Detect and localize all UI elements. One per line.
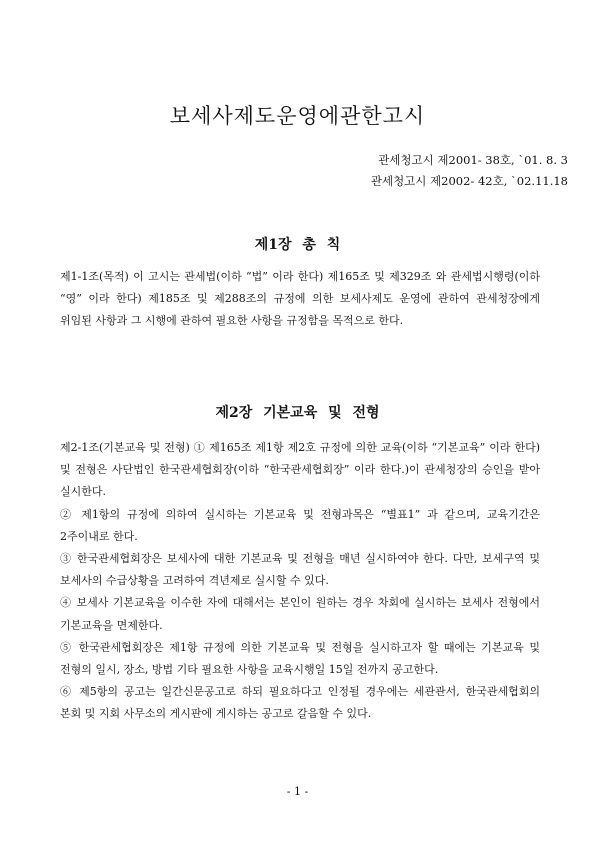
page-number: - 1 - (286, 785, 309, 798)
article-item: ④ 보세사 기본교육을 이수한 자에 대해서는 본인이 원하는 경우 차회에 실시하는 보세사 전형에서 기본교육을 면제한다. (60, 596, 540, 632)
reference-list (371, 150, 568, 192)
reference-line: 관세청고시 제2002- 42호, `02.11.18 (370, 174, 568, 188)
chapter1-paragraph (60, 266, 540, 333)
article-text: 제1-1조(목적) 이 고시는 관세법(이하 “법” 이라 한다) 제165조 및 제329조 와 관세법시행령(이하 “영” 이라 한다) 제185조 및 제288조의 규정에 의한 보세사제도 운영에 관하여 관세청장에게 위임된 사항과 그 시행에 관하여 필요한 사항을 규정함을 목적으로 한다. (60, 270, 540, 328)
chapter2-heading: 제2장 기본교육 및 전형 (215, 405, 380, 421)
article-item: ③ 한국관세협회장은 보세사에 대한 기본교육 및 전형을 매년 실시하여야 한다. 다만, 보세구역 및 보세사의 수급상황을 고려하여 격년제로 실시할 수 있다. (60, 552, 540, 588)
chapter1-heading: 제1장 총 칙 (254, 237, 341, 253)
article-item: ⑥ 제5항의 공고는 일간신문공고로 하되 필요하다고 인정될 경우에는 세관관서, 한국관세협회의 본회 및 지회 사무소의 게시판에 게시하는 공고로 갈음할 수 있다. (60, 685, 540, 721)
article-item: ⑤ 한국관세협회장은 제1항 규정에 의한 기본교육 및 전형을 실시하고자 할 때에는 기본교육 및 전형의 일시, 장소, 방법 기타 필요한 사항을 교육시행일 15일 전까지 공고한다. (60, 640, 540, 677)
reference-line: 관세청고시 제2001- 38호, `01. 8. 3 (378, 153, 568, 167)
article-item: 제2-1조(기본교육 및 전형) ① 제165조 제1항 제2호 규정에 의한 교육(이하 “기본교육” 이라 한다) 및 전형은 사단법인 한국관세협회장(이하 “한국관세협회장” 이라 한다.)이 관세청장의 승인을 받아 실시한다. (60, 441, 540, 499)
chapter2-paragraphs (60, 437, 540, 726)
article-item: ② 제1항의 규정에 의하여 실시하는 기본교육 및 전형과목은 “별표1” 과 같으며, 교육기간은 2주이내로 한다. (60, 507, 540, 543)
document-title: 보세사제도운영에관한고시 (169, 104, 426, 128)
